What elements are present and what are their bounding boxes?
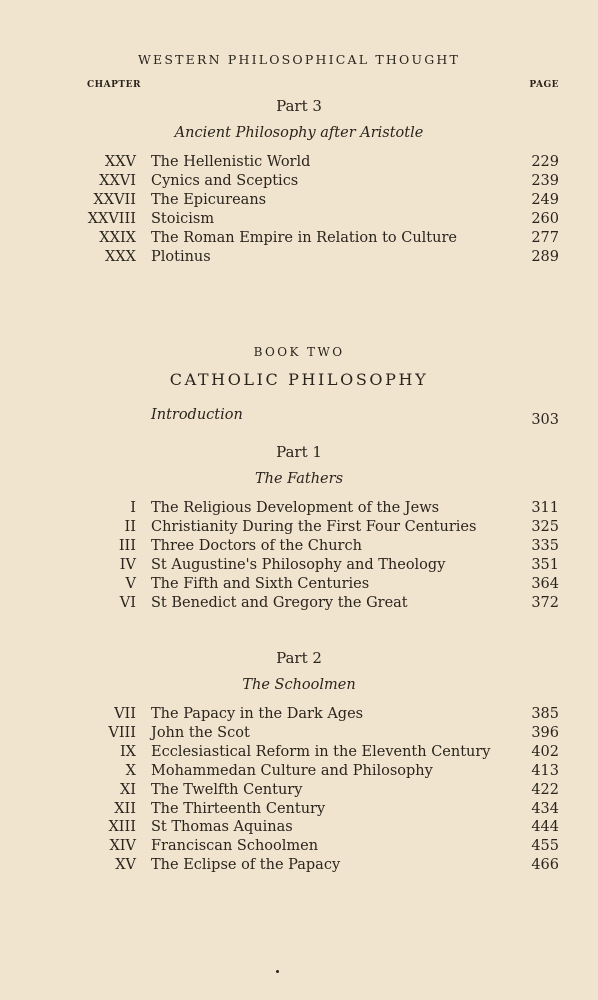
chapter-title: The Roman Empire in Relation to Culture xyxy=(151,229,457,246)
chapter-title: The Fifth and Sixth Centuries xyxy=(151,575,370,592)
chapter-title: The Hellenistic World xyxy=(151,154,311,170)
part3-title: Ancient Philosophy after Aristotle xyxy=(174,125,424,141)
chapter-number: VI xyxy=(119,594,136,611)
part1-heading: Part 1 xyxy=(276,443,322,461)
chapter-title: St Thomas Aquinas xyxy=(151,819,293,836)
toc-entry xyxy=(0,856,598,875)
chapter-number: XXX xyxy=(105,248,136,265)
chapter-number: IX xyxy=(119,743,136,760)
chapter-title: Mohammedan Culture and Philosophy xyxy=(151,762,433,779)
chapter-page: 289 xyxy=(531,248,559,265)
chapter-number: XII xyxy=(114,800,136,817)
toc-entry xyxy=(0,594,598,613)
chapter-title: The Epicureans xyxy=(151,191,267,208)
chapter-page: 455 xyxy=(531,838,559,855)
toc-entry xyxy=(0,818,598,837)
chapter-page: 372 xyxy=(531,594,559,611)
chapter-title: The Twelfth Century xyxy=(151,781,303,798)
chapter-page: 277 xyxy=(531,229,559,246)
chapter-title: The Eclipse of the Papacy xyxy=(151,857,341,874)
chapter-page: 249 xyxy=(531,191,559,208)
chapter-page: 311 xyxy=(531,500,559,516)
toc-entry xyxy=(0,248,598,267)
toc-entry xyxy=(0,724,598,743)
chapter-page: 239 xyxy=(531,172,559,189)
chapter-number: I xyxy=(130,500,136,516)
toc-entry xyxy=(0,191,598,210)
chapter-title: Plotinus xyxy=(151,248,211,265)
chapter-number: XI xyxy=(119,781,136,798)
book-two-title: CATHOLIC PHILOSOPHY xyxy=(169,370,429,389)
toc-entry xyxy=(0,210,598,229)
chapter-number: IV xyxy=(119,556,136,573)
part3-heading: Part 3 xyxy=(276,97,322,115)
chapter-number: X xyxy=(125,762,136,779)
toc-entry xyxy=(0,153,598,172)
chapter-title: The Religious Development of the Jews xyxy=(151,500,440,516)
chapter-title: Stoicism xyxy=(151,210,215,227)
chapter-title: The Papacy in the Dark Ages xyxy=(151,706,364,722)
chapter-number: XXVI xyxy=(99,172,136,189)
toc-entry xyxy=(0,172,598,191)
chapter-title: Ecclesiastical Reform in the Eleventh Century xyxy=(151,743,491,760)
chapter-page: 466 xyxy=(531,857,559,874)
chapter-page: 335 xyxy=(531,537,559,554)
chapter-number: VIII xyxy=(108,724,136,741)
toc-entry xyxy=(0,518,598,537)
chapter-title: Christianity During the First Four Centuries xyxy=(151,518,477,535)
chapter-page: 444 xyxy=(531,819,559,836)
chapter-page: 434 xyxy=(531,800,559,817)
toc-entry xyxy=(0,537,598,556)
chapter-page: 385 xyxy=(531,706,559,722)
toc-entry xyxy=(0,575,598,594)
chapter-title: Franciscan Schoolmen xyxy=(151,838,319,855)
toc-entry xyxy=(0,556,598,575)
chapter-title: St Augustine's Philosophy and Theology xyxy=(151,556,446,573)
chapter-number: XXVIII xyxy=(87,210,136,227)
chapter-column-header: CHAPTER xyxy=(87,80,141,90)
chapter-number: V xyxy=(125,575,136,592)
chapter-page: 422 xyxy=(531,781,559,798)
chapter-title: Three Doctors of the Church xyxy=(151,537,362,554)
chapter-number: VII xyxy=(114,706,136,722)
book-two-label: BOOK TWO xyxy=(253,345,345,359)
part1-title: The Fathers xyxy=(254,471,344,487)
running-head: WESTERN PHILOSOPHICAL THOUGHT xyxy=(137,52,461,67)
toc-entry xyxy=(0,781,598,800)
part2-title: The Schoolmen xyxy=(242,677,356,693)
chapter-page: 364 xyxy=(531,575,559,592)
chapter-number: XXIX xyxy=(99,229,136,246)
toc-entry xyxy=(0,499,598,518)
page-column-header: PAGE xyxy=(529,80,559,90)
toc-entry xyxy=(0,837,598,856)
chapter-page: 396 xyxy=(531,724,559,741)
chapter-page: 260 xyxy=(531,210,559,227)
chapter-page: 402 xyxy=(531,743,559,760)
toc-entry xyxy=(0,743,598,762)
introduction-page: 303 xyxy=(531,412,559,428)
chapter-number: II xyxy=(124,518,136,535)
toc-entry xyxy=(0,762,598,781)
toc-entry xyxy=(0,705,598,724)
chapter-title: St Benedict and Gregory the Great xyxy=(151,594,408,611)
chapter-number: XV xyxy=(115,857,136,874)
chapter-page: 413 xyxy=(531,762,559,779)
chapter-number: XIII xyxy=(108,819,136,836)
page-mark xyxy=(276,970,279,973)
toc-entry xyxy=(0,229,598,248)
chapter-title: John the Scot xyxy=(151,724,250,741)
chapter-page: 229 xyxy=(531,154,559,170)
chapter-title: The Thirteenth Century xyxy=(151,800,326,817)
chapter-title: Cynics and Sceptics xyxy=(151,172,299,189)
chapter-number: XXVII xyxy=(93,191,136,208)
chapter-number: XIV xyxy=(109,838,136,855)
part2-heading: Part 2 xyxy=(276,649,322,667)
chapter-page: 325 xyxy=(531,518,559,535)
chapter-page: 351 xyxy=(531,556,559,573)
toc-entry xyxy=(0,800,598,819)
introduction-label: Introduction xyxy=(151,407,243,423)
chapter-number: XXV xyxy=(104,154,136,170)
chapter-number: III xyxy=(118,537,136,554)
